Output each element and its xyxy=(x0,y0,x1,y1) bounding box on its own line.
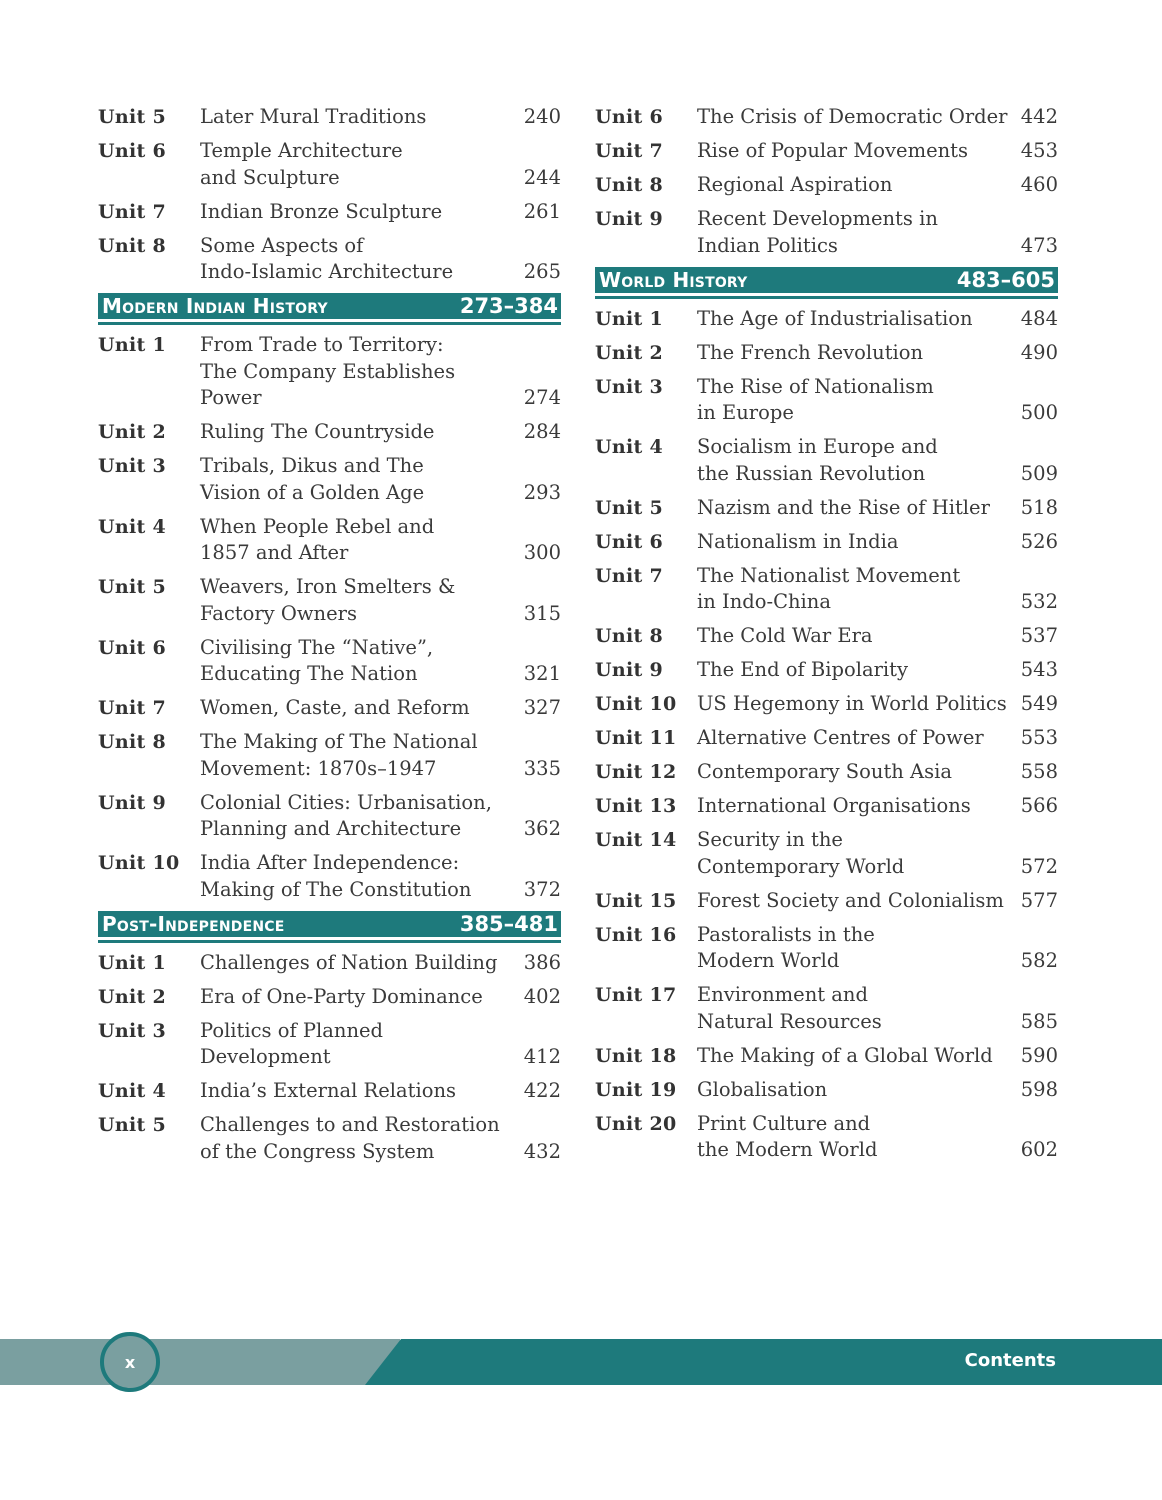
toc-entry[interactable] xyxy=(595,759,1058,786)
unit-label: Unit 5 xyxy=(595,496,664,519)
page-number: 362 xyxy=(523,817,561,840)
page-number: 602 xyxy=(1020,1138,1058,1161)
page-number: 293 xyxy=(523,480,561,504)
unit-title xyxy=(697,1111,1008,1164)
unit-title xyxy=(200,332,511,412)
page-footer xyxy=(0,1339,1162,1385)
unit-title-line: Challenges of Nation Building xyxy=(200,950,498,974)
unit-title-line: Challenges to and Restoration xyxy=(200,1113,500,1136)
unit-title xyxy=(200,574,511,627)
unit-title-line: Weavers, Iron Smelters & xyxy=(200,575,456,598)
unit-title xyxy=(697,434,1008,487)
unit-title-line: Alternative Centres of Power xyxy=(697,726,984,749)
unit-title-line: Development xyxy=(200,1045,331,1068)
unit-title xyxy=(697,340,1008,367)
page-number: 284 xyxy=(523,420,561,443)
toc-entry[interactable] xyxy=(595,340,1058,367)
toc-entry[interactable] xyxy=(595,691,1058,718)
unit-title-line: Globalisation xyxy=(697,1077,828,1101)
unit-title-line: From Trade to Territory: xyxy=(200,333,444,356)
unit-title xyxy=(200,695,511,722)
unit-label: Unit 13 xyxy=(595,795,677,817)
page-number: 265 xyxy=(523,260,561,283)
unit-title xyxy=(697,793,1008,820)
unit-label: Unit 8 xyxy=(595,625,664,647)
page-number: 274 xyxy=(523,386,561,409)
page-number: 582 xyxy=(1020,949,1058,972)
unit-title-line: Later Mural Traditions xyxy=(200,105,427,128)
unit-title-line: Recent Developments in xyxy=(697,207,938,230)
unit-title-line: Regional Aspiration xyxy=(697,173,893,196)
unit-title-line: Socialism in Europe and xyxy=(697,435,938,458)
toc-entry[interactable] xyxy=(595,172,1058,199)
toc-entry[interactable] xyxy=(595,529,1058,556)
unit-label: Unit 7 xyxy=(595,564,664,587)
unit-title xyxy=(200,453,511,506)
unit-title-line: Colonial Cities: Urbanisation, xyxy=(200,790,492,814)
page-number: 402 xyxy=(523,984,561,1008)
toc-entry[interactable] xyxy=(595,434,1058,487)
toc-entry[interactable] xyxy=(595,623,1058,650)
toc-entry[interactable] xyxy=(98,635,561,688)
page-number: 315 xyxy=(523,601,561,625)
unit-title-line: Rise of Popular Movements xyxy=(697,139,969,162)
unit-title-line: Ruling The Countryside xyxy=(200,420,435,443)
unit-label: Unit 5 xyxy=(98,1114,167,1136)
toc-entry[interactable] xyxy=(98,233,561,286)
page-number: 432 xyxy=(523,1139,561,1163)
toc-entry[interactable] xyxy=(98,332,561,412)
toc-entry[interactable] xyxy=(595,495,1058,522)
unit-label: Unit 7 xyxy=(98,697,167,719)
unit-title xyxy=(200,984,511,1011)
toc-entry[interactable] xyxy=(98,1018,561,1071)
toc-entry[interactable] xyxy=(595,1077,1058,1104)
section-header xyxy=(595,267,1058,296)
toc-entry[interactable] xyxy=(595,206,1058,259)
page-number: 598 xyxy=(1020,1077,1058,1101)
unit-title xyxy=(697,104,1008,131)
toc-entry[interactable] xyxy=(98,1112,561,1165)
unit-title-line: Contemporary South Asia xyxy=(697,760,952,783)
unit-title-line: Women, Caste, and Reform xyxy=(200,696,470,719)
section-header xyxy=(98,293,561,322)
unit-label: Unit 15 xyxy=(595,889,677,912)
unit-title xyxy=(697,563,1008,616)
page-number: 442 xyxy=(1020,105,1058,128)
unit-title-line: Nationalism in India xyxy=(697,529,899,553)
unit-title xyxy=(200,635,511,688)
unit-title xyxy=(697,691,1008,718)
unit-title-line: Natural Resources xyxy=(697,1009,882,1033)
toc-entry[interactable] xyxy=(595,1111,1058,1164)
unit-title xyxy=(200,104,511,131)
toc-entry[interactable] xyxy=(595,827,1058,880)
toc-entry[interactable] xyxy=(98,695,561,722)
toc-entry[interactable] xyxy=(595,306,1058,333)
toc-entry[interactable] xyxy=(98,1078,561,1105)
unit-title xyxy=(697,306,1008,333)
unit-title xyxy=(697,495,1008,522)
footer-gray-band xyxy=(0,1339,400,1385)
unit-title xyxy=(697,1077,1008,1104)
toc-entry[interactable] xyxy=(595,563,1058,616)
toc-entry[interactable] xyxy=(98,514,561,567)
unit-title xyxy=(697,657,1008,684)
unit-label: Unit 4 xyxy=(595,436,664,458)
unit-title-line: the Modern World xyxy=(697,1138,878,1161)
unit-title-line: in Europe xyxy=(697,401,794,424)
page-number: 484 xyxy=(1020,306,1058,330)
unit-title-line: The French Revolution xyxy=(697,340,924,364)
unit-title-line: Educating The Nation xyxy=(200,662,418,685)
unit-title xyxy=(697,623,1008,650)
toc-entry[interactable] xyxy=(98,104,561,131)
section-header xyxy=(98,911,561,940)
unit-label: Unit 4 xyxy=(98,1080,167,1102)
unit-title xyxy=(200,419,511,446)
page-number: 386 xyxy=(523,950,561,974)
unit-title xyxy=(200,1018,511,1071)
toc-column-left xyxy=(98,104,561,1173)
section-page-range: 385–481 xyxy=(459,911,558,936)
section-page-range: 273–384 xyxy=(459,294,558,318)
unit-label: Unit 3 xyxy=(98,455,167,477)
unit-label: Unit 6 xyxy=(595,530,664,553)
section-title: Post-Independence xyxy=(102,911,285,936)
page-number-badge xyxy=(100,1332,160,1392)
unit-title-line: Planning and Architecture xyxy=(200,817,462,840)
unit-label: Unit 5 xyxy=(98,106,167,128)
toc-entry[interactable] xyxy=(595,657,1058,684)
unit-label: Unit 18 xyxy=(595,1044,677,1067)
unit-title-line: Power xyxy=(200,386,262,409)
unit-label: Unit 19 xyxy=(595,1078,677,1101)
page-number: 240 xyxy=(523,105,561,128)
unit-title-line: Pastoralists in the xyxy=(697,922,875,946)
unit-label: Unit 8 xyxy=(595,174,664,196)
toc-entry[interactable] xyxy=(98,984,561,1011)
unit-label: Unit 6 xyxy=(98,636,167,659)
page-number: 473 xyxy=(1020,233,1058,257)
page-number: 509 xyxy=(1020,461,1058,485)
page-number: 558 xyxy=(1020,760,1058,783)
unit-label: Unit 7 xyxy=(98,200,167,223)
unit-title-line: The Age of Industrialisation xyxy=(697,306,973,330)
unit-label: Unit 4 xyxy=(98,515,167,538)
unit-title xyxy=(200,233,511,286)
page-number: 300 xyxy=(523,541,561,564)
toc-entry[interactable] xyxy=(595,982,1058,1035)
page-number: 518 xyxy=(1020,495,1058,519)
toc-entry[interactable] xyxy=(595,374,1058,427)
unit-title xyxy=(200,729,511,782)
unit-label: Unit 20 xyxy=(595,1112,677,1135)
unit-label: Unit 8 xyxy=(98,234,167,257)
toc-entry[interactable] xyxy=(98,453,561,506)
unit-title-line: US Hegemony in World Politics xyxy=(697,692,1007,715)
toc-entry[interactable] xyxy=(98,729,561,782)
toc-entry[interactable] xyxy=(595,104,1058,131)
unit-title xyxy=(200,199,511,226)
unit-title-line: Indo-Islamic Architecture xyxy=(200,260,454,283)
unit-title-line: Movement: 1870s–1947 xyxy=(200,756,437,780)
unit-title-line: Making of The Constitution xyxy=(200,877,472,901)
unit-title-line: International Organisations xyxy=(697,794,971,817)
unit-label: Unit 17 xyxy=(595,984,677,1006)
unit-label: Unit 6 xyxy=(595,106,664,128)
unit-title-line: 1857 and After xyxy=(200,541,349,564)
toc-column-right xyxy=(595,104,1058,1171)
unit-title-line: Modern World xyxy=(697,949,840,972)
page-number: 244 xyxy=(523,165,561,189)
unit-label: Unit 5 xyxy=(98,576,167,598)
page-number: 577 xyxy=(1020,888,1058,912)
unit-title-line: Some Aspects of xyxy=(200,233,364,257)
section-page-range: 483–605 xyxy=(956,267,1055,292)
page-number: 590 xyxy=(1020,1043,1058,1067)
unit-title-line: Contemporary World xyxy=(697,854,905,878)
unit-title xyxy=(200,850,511,903)
unit-title xyxy=(697,725,1008,752)
unit-title xyxy=(697,529,1008,556)
unit-title-line: India’s External Relations xyxy=(200,1079,457,1102)
unit-title-line: Vision of a Golden Age xyxy=(200,480,425,504)
unit-title-line: Factory Owners xyxy=(200,601,357,625)
unit-title xyxy=(200,1112,511,1165)
unit-title-line: Environment and xyxy=(697,983,868,1006)
unit-title xyxy=(697,922,1008,975)
toc-entry[interactable] xyxy=(98,850,561,903)
unit-title-line: Era of One-Party Dominance xyxy=(200,984,483,1008)
toc-entry[interactable] xyxy=(595,725,1058,752)
page-number: 572 xyxy=(1020,854,1058,878)
unit-label: Unit 3 xyxy=(98,1019,167,1042)
section-title: Modern Indian History xyxy=(102,294,328,318)
unit-title-line: The Rise of Nationalism xyxy=(697,374,934,398)
unit-label: Unit 1 xyxy=(595,307,664,330)
toc-entry[interactable] xyxy=(595,793,1058,820)
page-number: 327 xyxy=(523,696,561,719)
page-number: 553 xyxy=(1020,726,1058,749)
page-number: 261 xyxy=(523,199,561,223)
unit-title-line: The End of Bipolarity xyxy=(697,658,908,681)
toc-entry[interactable] xyxy=(98,138,561,191)
page-number: 321 xyxy=(523,662,561,685)
unit-label: Unit 9 xyxy=(595,659,664,681)
unit-label: Unit 16 xyxy=(595,923,677,946)
unit-title-line: The Nationalist Movement xyxy=(697,563,961,587)
unit-title-line: Politics of Planned xyxy=(200,1018,384,1042)
unit-label: Unit 11 xyxy=(595,727,677,749)
page-number: 537 xyxy=(1020,624,1058,647)
unit-title-line: The Company Establishes xyxy=(200,359,456,383)
unit-title xyxy=(697,1043,1008,1070)
unit-title-line: Civilising The “Native”, xyxy=(200,635,434,659)
toc-entry[interactable] xyxy=(595,1043,1058,1070)
toc-entry[interactable] xyxy=(98,790,561,843)
unit-title xyxy=(697,982,1008,1035)
unit-label: Unit 10 xyxy=(595,693,677,715)
unit-label: Unit 3 xyxy=(595,375,664,398)
unit-title xyxy=(697,827,1008,880)
page-number: x xyxy=(124,1352,136,1372)
page-number: 422 xyxy=(523,1079,561,1102)
unit-label: Unit 1 xyxy=(98,334,167,356)
toc-entry[interactable] xyxy=(98,199,561,226)
unit-title-line: in Indo-China xyxy=(697,590,831,613)
unit-title-line: When People Rebel and xyxy=(200,514,435,538)
toc-entry[interactable] xyxy=(595,888,1058,915)
unit-label: Unit 9 xyxy=(98,791,167,814)
footer-label: Contents xyxy=(964,1350,1056,1371)
page-number: 460 xyxy=(1020,173,1058,196)
unit-title xyxy=(697,138,1008,165)
unit-title xyxy=(200,950,511,977)
unit-title-line: and Sculpture xyxy=(200,165,340,189)
unit-title xyxy=(697,888,1008,915)
unit-title xyxy=(200,790,511,843)
unit-label: Unit 2 xyxy=(595,341,664,364)
unit-label: Unit 6 xyxy=(98,140,167,162)
unit-title xyxy=(697,206,1008,259)
page-number: 500 xyxy=(1020,401,1058,424)
unit-label: Unit 14 xyxy=(595,829,677,851)
unit-title-line: Print Culture and xyxy=(697,1111,871,1135)
page-number: 566 xyxy=(1020,794,1058,817)
page-number: 543 xyxy=(1020,658,1058,681)
unit-title-line: Security in the xyxy=(697,828,843,851)
unit-title-line: Indian Bronze Sculpture xyxy=(200,199,443,223)
unit-title-line: of the Congress System xyxy=(200,1139,435,1163)
unit-title-line: The Making of The National xyxy=(200,730,478,753)
unit-title-line: Forest Society and Colonialism xyxy=(697,888,1004,912)
page-number: 526 xyxy=(1020,529,1058,553)
unit-title-line: Nazism and the Rise of Hitler xyxy=(697,495,990,519)
unit-label: Unit 12 xyxy=(595,761,677,783)
toc-entry[interactable] xyxy=(98,419,561,446)
unit-title-line: Temple Architecture xyxy=(200,139,403,162)
unit-title xyxy=(200,138,511,191)
unit-title-line: India After Independence: xyxy=(200,851,460,874)
unit-label: Unit 2 xyxy=(98,421,167,443)
unit-label: Unit 7 xyxy=(595,140,664,162)
unit-label: Unit 9 xyxy=(595,208,664,230)
page-number: 549 xyxy=(1020,692,1058,715)
unit-title-line: the Russian Revolution xyxy=(697,461,926,485)
unit-label: Unit 8 xyxy=(98,731,167,753)
page-number: 585 xyxy=(1020,1009,1058,1033)
toc-entry[interactable] xyxy=(595,922,1058,975)
page-number: 412 xyxy=(523,1045,561,1068)
unit-title-line: The Making of a Global World xyxy=(697,1043,993,1067)
unit-label: Unit 2 xyxy=(98,985,167,1008)
page-number: 372 xyxy=(523,877,561,901)
unit-title xyxy=(200,1078,511,1105)
unit-title xyxy=(697,374,1008,427)
unit-title-line: The Cold War Era xyxy=(697,624,873,647)
unit-label: Unit 10 xyxy=(98,852,180,874)
unit-title xyxy=(697,759,1008,786)
toc-entry[interactable] xyxy=(98,574,561,627)
page-number: 453 xyxy=(1020,139,1058,162)
unit-title-line: The Crisis of Democratic Order xyxy=(697,105,1008,128)
page-number: 532 xyxy=(1020,590,1058,613)
unit-title xyxy=(200,514,511,567)
unit-label: Unit 1 xyxy=(98,951,167,974)
page-number: 490 xyxy=(1020,340,1058,364)
unit-title xyxy=(697,172,1008,199)
toc-entry[interactable] xyxy=(98,950,561,977)
unit-title-line: Indian Politics xyxy=(697,233,838,257)
unit-title-line: Tribals, Dikus and The xyxy=(200,454,424,477)
section-title: World History xyxy=(599,267,748,292)
toc-entry[interactable] xyxy=(595,138,1058,165)
page-number: 335 xyxy=(523,756,561,780)
